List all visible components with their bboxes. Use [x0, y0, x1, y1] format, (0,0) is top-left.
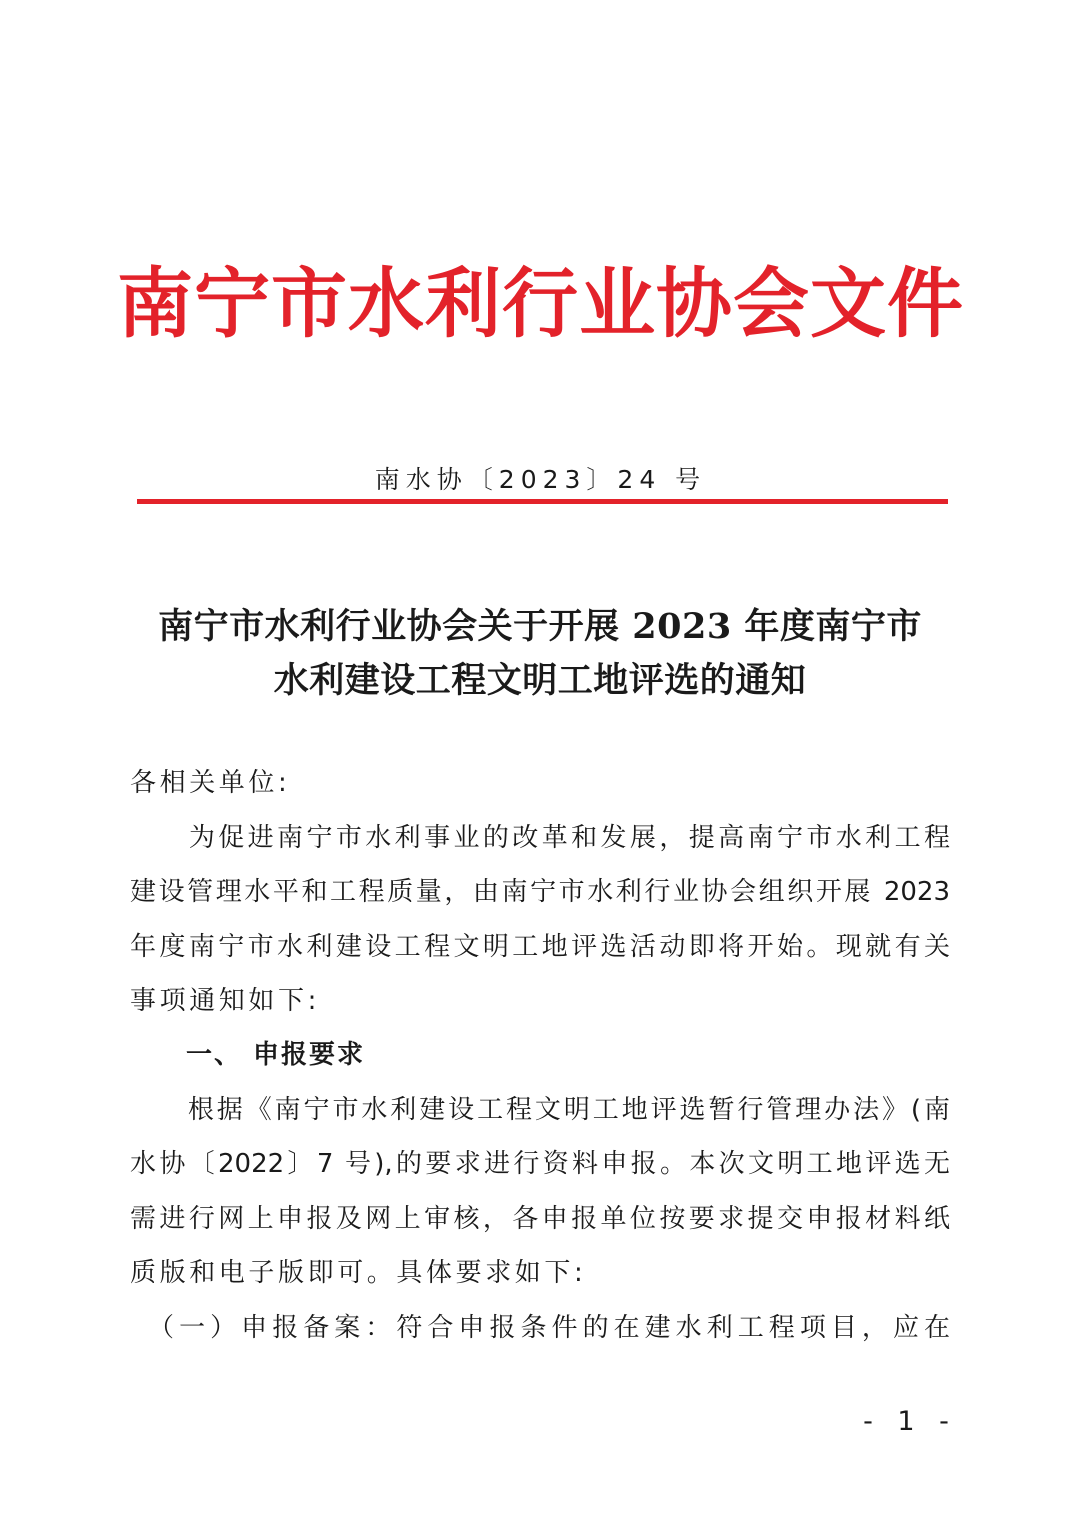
- masthead-title: 南宁市水利行业协会文件: [117, 259, 964, 348]
- section-1-heading: 一、 申报要求: [130, 1040, 366, 1070]
- page-number: - 1 -: [863, 1406, 957, 1437]
- paragraph-2-line-3: 需进行网上申报及网上审核，各申报单位按要求提交申报材料纸: [130, 1204, 950, 1234]
- paragraph-2-line-2: 水协〔2022〕7 号),的要求进行资料申报。本次文明工地评选无: [130, 1149, 950, 1179]
- paragraph-2-line-4: 质版和电子版即可。具体要求如下:: [130, 1258, 587, 1288]
- paragraph-3-line-1: （一）申报备案：符合申报条件的在建水利工程项目，应在: [130, 1313, 950, 1343]
- paragraph-1-line-3: 年度南宁市水利建设工程文明工地评选活动即将开始。现就有关: [130, 932, 950, 962]
- paragraph-1-line-1: 为促进南宁市水利事业的改革和发展，提高南宁市水利工程: [130, 823, 950, 853]
- paragraph-1-line-4: 事项通知如下:: [130, 986, 320, 1016]
- document-number: 南水协〔2023〕24 号: [374, 465, 707, 494]
- red-divider-rule: [137, 499, 948, 504]
- notice-title-line-1: 南宁市水利行业协会关于开展 2023 年度南宁市: [158, 606, 922, 647]
- salutation: 各相关单位:: [130, 768, 291, 798]
- paragraph-1-line-2: 建设管理水平和工程质量，由南宁市水利行业协会组织开展 2023: [130, 877, 950, 907]
- notice-title-line-2: 水利建设工程文明工地评选的通知: [273, 660, 807, 701]
- paragraph-2-line-1: 根据《南宁市水利建设工程文明工地评选暂行管理办法》(南: [130, 1095, 950, 1125]
